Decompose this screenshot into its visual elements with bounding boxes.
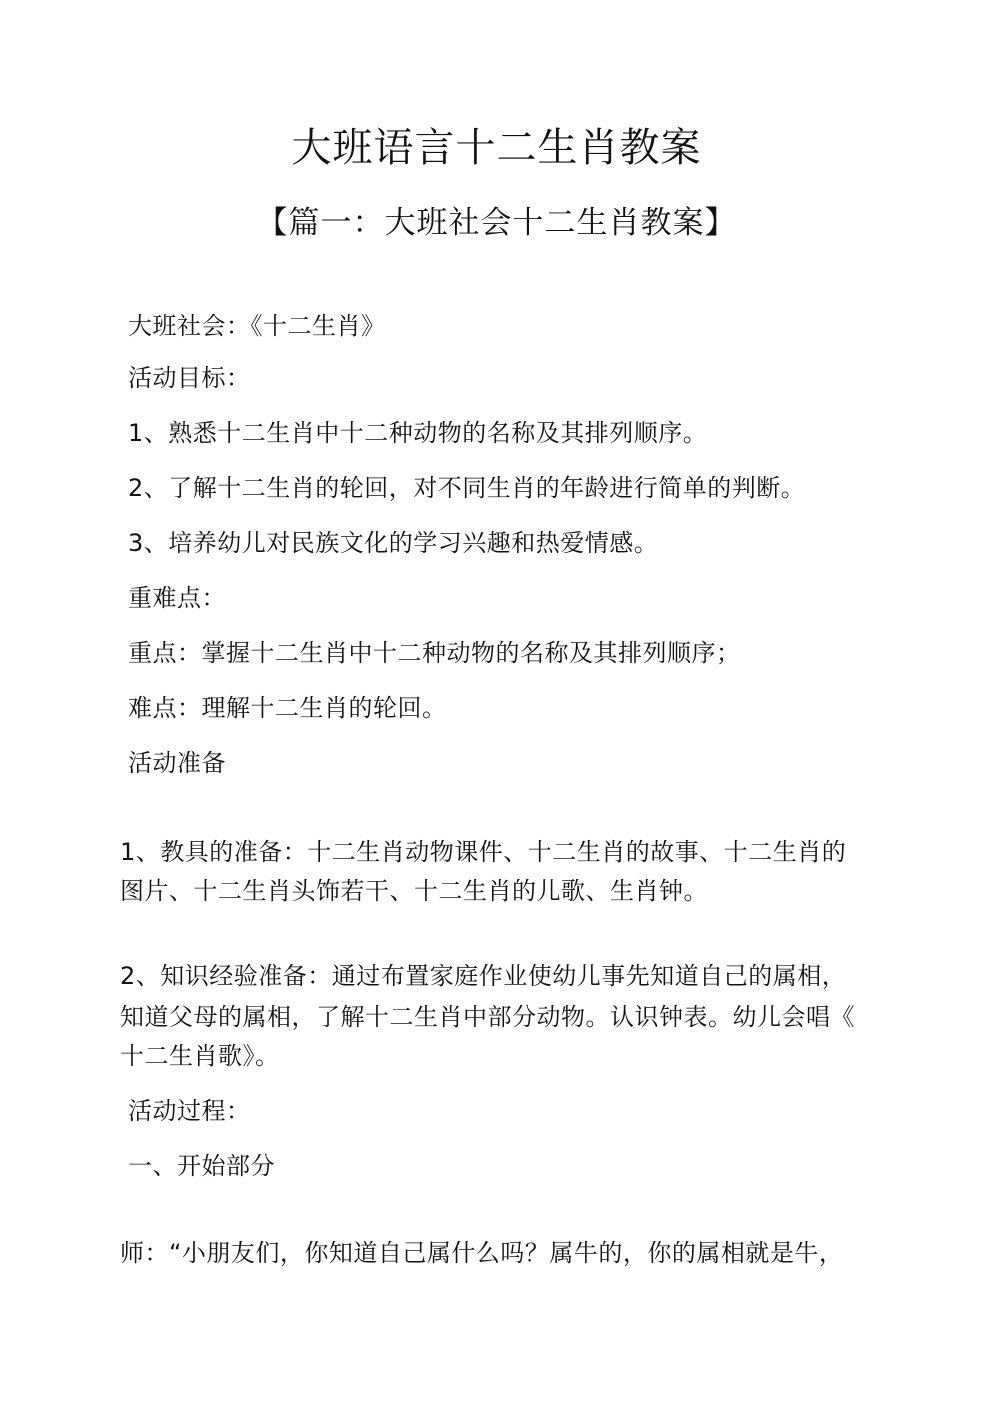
paragraph-line: 十二生肖歌》。: [120, 1042, 280, 1070]
paragraph-line: 难点：理解十二生肖的轮回。: [128, 694, 447, 722]
paragraph-line: 3、培养幼儿对民族文化的学习兴趣和热爱情感。: [128, 529, 659, 557]
document-title: 大班语言十二生肖教案: [291, 125, 702, 171]
paragraph-line: 活动过程：: [128, 1097, 251, 1125]
paragraph-line: 活动目标：: [128, 364, 251, 392]
paragraph-line: 活动准备: [128, 749, 226, 777]
paragraph-line: 大班社会：《十二生肖》: [128, 312, 386, 340]
paragraph-line: 图片、十二生肖头饰若干、十二生肖的儿歌、生肖钟。: [120, 877, 708, 905]
paragraph-line: 一、开始部分: [128, 1152, 275, 1180]
paragraph-line: 1、教具的准备：十二生肖动物课件、十二生肖的故事、十二生肖的: [120, 838, 847, 866]
paragraph-line: 师：“小朋友们，你知道自己属什么吗？属牛的，你的属相就是牛，: [120, 1239, 844, 1267]
paragraph-line: 2、了解十二生肖的轮回，对不同生肖的年龄进行简单的判断。: [128, 474, 806, 502]
paragraph-line: 知道父母的属相，了解十二生肖中部分动物。认识钟表。幼儿会唱《: [120, 1003, 855, 1031]
paragraph-line: 重难点：: [128, 584, 226, 612]
paragraph-line: 1、熟悉十二生肖中十二种动物的名称及其排列顺序。: [128, 419, 708, 447]
section-heading: 【篇一：大班社会十二生肖教案】: [256, 205, 737, 241]
paragraph-line: 重点：掌握十二生肖中十二种动物的名称及其排列顺序；: [128, 639, 741, 667]
paragraph-line: 2、知识经验准备：通过布置家庭作业使幼儿事先知道自己的属相，: [120, 962, 847, 990]
